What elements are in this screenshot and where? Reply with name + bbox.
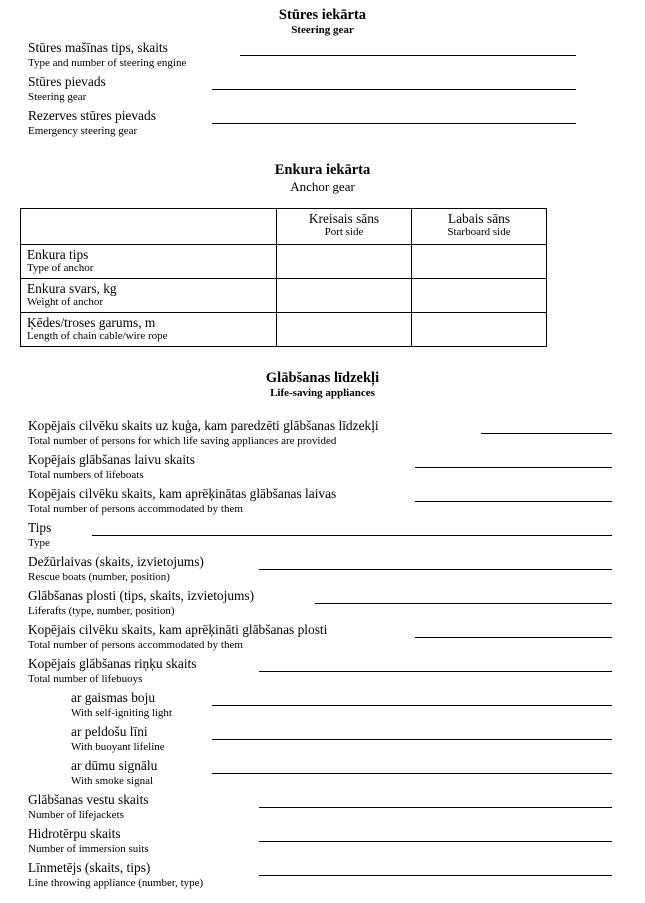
chain-length-label-en: Length of chain cable/wire rope bbox=[27, 330, 168, 342]
anchor-weight-starboard-cell[interactable] bbox=[412, 279, 547, 313]
steering-engine-label-en: Type and number of steering engine bbox=[28, 57, 187, 69]
anchor-header-row bbox=[21, 209, 547, 245]
anchor-type-port-cell[interactable] bbox=[277, 245, 412, 279]
total-persons-label: Kopējais cilvēku skaits uz kuģa, kam paredzēti glābšanas līdzekļi bbox=[28, 418, 379, 433]
chain-length-port-cell[interactable] bbox=[277, 313, 412, 347]
table-row bbox=[21, 279, 547, 313]
lifebuoy-light-label: ar gaismas boju bbox=[71, 690, 156, 705]
total-lifeboats-input-line[interactable] bbox=[415, 467, 612, 468]
total-persons-label-en: Total number of persons for which life saving appliances are provided bbox=[28, 435, 337, 447]
rescue-boats-input-line[interactable] bbox=[259, 569, 612, 570]
lifebuoy-smoke-label: ar dūmu signālu bbox=[71, 758, 158, 773]
lifeboat-persons-label: Kopējais cilvēku skaits, kam aprēķinātas glābšanas laivas bbox=[28, 486, 337, 501]
line-throwing-input-line[interactable] bbox=[259, 875, 612, 876]
steering-engine-label: Stūres mašīnas tips, skaits bbox=[28, 40, 168, 55]
port-side-header-en: Port side bbox=[324, 226, 364, 238]
total-lifebuoys-label-en: Total number of lifebuoys bbox=[28, 673, 143, 685]
lifebuoy-light-input-line[interactable] bbox=[212, 705, 612, 706]
emergency-steering-label: Rezerves stūres pievads bbox=[28, 108, 156, 123]
anchor-type-starboard-cell[interactable] bbox=[412, 245, 547, 279]
anchor-header-empty-cell bbox=[21, 209, 277, 245]
total-lifebuoys-input-line[interactable] bbox=[259, 671, 612, 672]
liferafts-input-line[interactable] bbox=[315, 603, 612, 604]
total-lifebuoys-label: Kopējais glābšanas riņķu skaits bbox=[28, 656, 197, 671]
steering-gear-input-line[interactable] bbox=[212, 89, 576, 90]
liferafts-label-en: Liferafts (type, number, position) bbox=[28, 605, 175, 617]
lifesaving-subtitle: Life-saving appliances bbox=[270, 387, 375, 399]
lifeboat-persons-input-line[interactable] bbox=[415, 501, 612, 502]
anchor-type-label: Enkura tips bbox=[27, 247, 89, 262]
line-throwing-label-en: Line throwing appliance (number, type) bbox=[28, 877, 204, 889]
line-throwing-label: Līnmetējs (skaits, tips) bbox=[28, 860, 151, 875]
port-side-header bbox=[277, 209, 412, 245]
liferaft-persons-label-en: Total number of persons accommodated by them bbox=[28, 639, 243, 651]
lifebuoy-lifeline-label: ar peldošu līni bbox=[71, 724, 148, 739]
anchor-weight-label-en: Weight of anchor bbox=[27, 296, 104, 308]
emergency-steering-input-line[interactable] bbox=[212, 123, 576, 124]
total-lifeboats-label: Kopējais glābšanas laivu skaits bbox=[28, 452, 195, 467]
liferaft-persons-label: Kopējais cilvēku skaits, kam aprēķināti glābšanas plosti bbox=[28, 622, 328, 637]
rescue-boats-label: Dežūrlaivas (skaits, izvietojums) bbox=[28, 554, 204, 569]
steering-title: Stūres iekārta bbox=[278, 7, 367, 23]
anchor-table bbox=[20, 208, 547, 347]
anchor-title: Enkura iekārta bbox=[274, 162, 371, 178]
immersion-suits-input-line[interactable] bbox=[259, 841, 612, 842]
steering-subtitle: Steering gear bbox=[291, 24, 354, 36]
anchor-subtitle: Anchor gear bbox=[290, 179, 355, 194]
port-side-header-lv: Kreisais sāns bbox=[308, 211, 380, 226]
anchor-weight-label: Enkura svars, kg bbox=[27, 281, 117, 296]
anchor-weight-label-cell bbox=[21, 279, 277, 313]
lifeboat-persons-label-en: Total number of persons accommodated by them bbox=[28, 503, 243, 515]
immersion-suits-label-en: Number of immersion suits bbox=[28, 843, 149, 855]
lifebuoy-lifeline-label-en: With buoyant lifeline bbox=[71, 741, 165, 753]
liferaft-persons-input-line[interactable] bbox=[415, 637, 612, 638]
chain-length-label-cell bbox=[21, 313, 277, 347]
lifesaving-title: Glābšanas līdzekļi bbox=[265, 370, 380, 386]
lifebuoy-light-label-en: With self-igniting light bbox=[71, 707, 172, 719]
starboard-side-header-en: Starboard side bbox=[447, 226, 511, 238]
immersion-suits-label: Hidrotērpu skaits bbox=[28, 826, 121, 841]
anchor-type-label-cell bbox=[21, 245, 277, 279]
anchor-weight-port-cell[interactable] bbox=[277, 279, 412, 313]
table-row bbox=[21, 245, 547, 279]
total-lifeboats-label-en: Total numbers of lifeboats bbox=[28, 469, 144, 481]
starboard-side-header-lv: Labais sāns bbox=[447, 211, 511, 226]
liferafts-label: Glābšanas plosti (tips, skaits, izvietojums) bbox=[28, 588, 255, 603]
steering-gear-label: Stūres pievads bbox=[28, 74, 106, 89]
lifebuoy-lifeline-input-line[interactable] bbox=[212, 739, 612, 740]
lifebuoy-smoke-input-line[interactable] bbox=[212, 773, 612, 774]
steering-gear-label-en: Steering gear bbox=[28, 91, 87, 103]
lifebuoy-smoke-label-en: With smoke signal bbox=[71, 775, 154, 787]
anchor-type-label-en: Type of anchor bbox=[27, 262, 94, 274]
chain-length-label: Ķēdes/troses garums, m bbox=[27, 315, 156, 330]
lifeboat-type-input-line[interactable] bbox=[92, 535, 612, 536]
chain-length-starboard-cell[interactable] bbox=[412, 313, 547, 347]
emergency-steering-label-en: Emergency steering gear bbox=[28, 125, 138, 137]
lifeboat-type-label: Tips bbox=[28, 520, 52, 535]
table-row bbox=[21, 313, 547, 347]
lifejackets-label: Glābšanas vestu skaits bbox=[28, 792, 149, 807]
lifejackets-label-en: Number of lifejackets bbox=[28, 809, 124, 821]
steering-engine-input-line[interactable] bbox=[240, 55, 576, 56]
total-persons-input-line[interactable] bbox=[481, 433, 612, 434]
lifeboat-type-label-en: Type bbox=[28, 537, 50, 549]
rescue-boats-label-en: Rescue boats (number, position) bbox=[28, 571, 170, 583]
starboard-side-header bbox=[412, 209, 547, 245]
lifejackets-input-line[interactable] bbox=[259, 807, 612, 808]
